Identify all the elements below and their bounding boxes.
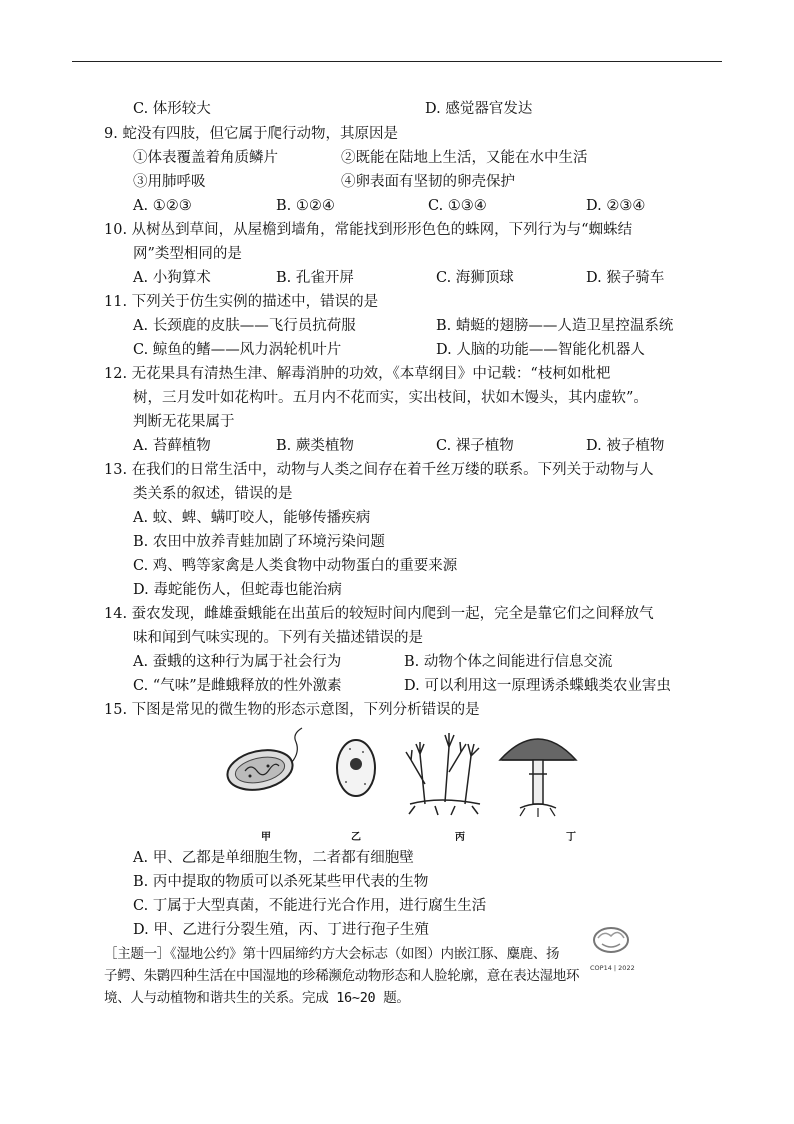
q9-option-a: A. ①②③ <box>133 198 192 214</box>
q12-stem-line3: 判断无花果属于 <box>133 414 235 430</box>
yeast-illustration <box>337 740 375 796</box>
q14-option-b: B. 动物个体之间能进行信息交流 <box>404 654 613 670</box>
q15-stem: 15. 下图是常见的微生物的形态示意图，下列分析错误的是 <box>104 702 480 718</box>
theme-intro-line3: 境、人与动植物和谐共生的关系。完成 16~20 题。 <box>104 990 410 1006</box>
theme-intro-line1: ［主题一］《湿地公约》第十四届缔约方大会标志（如图）内嵌江豚、麋鹿、扬 <box>104 946 560 962</box>
q12-stem-line1: 12. 无花果具有清热生津、解毒消肿的功效，《本草纲目》中记载：“枝柯如枇杷 <box>104 366 611 382</box>
q13-stem-line1: 13. 在我们的日常生活中，动物与人类之间存在着千丝万缕的联系。下列关于动物与人 <box>104 462 654 478</box>
q10-option-a: A. 小狗算术 <box>133 270 211 286</box>
q14-option-c: C. “气味”是雌蛾释放的性外激素 <box>133 678 342 694</box>
q9-stem: 9. 蛇没有四肢，但它属于爬行动物，其原因是 <box>104 126 398 142</box>
q13-option-d: D. 毒蛇能伤人，但蛇毒也能治病 <box>133 582 342 598</box>
q15-option-d: D. 甲、乙进行分裂生殖，丙、丁进行孢子生殖 <box>133 922 429 938</box>
q12-option-b: B. 蕨类植物 <box>276 438 354 454</box>
q9-option-b: B. ①②④ <box>276 198 335 214</box>
q12-stem-line2: 树，三月发叶如花构叶。五月内不花而实，实出枝间，状如木馒头，其内虚软”。 <box>133 390 648 406</box>
q13-option-a: A. 蚊、蜱、螨叮咬人，能够传播疾病 <box>133 510 371 526</box>
q9-statement-1: ①体表覆盖着角质鳞片 <box>133 150 278 166</box>
q9-statement-2: ②既能在陆地上生活，又能在水中生活 <box>341 150 588 166</box>
header-rule <box>72 61 722 62</box>
q12-option-c: C. 裸子植物 <box>436 438 514 454</box>
q15-option-c: C. 丁属于大型真菌，不能进行光合作用，进行腐生生活 <box>133 898 487 914</box>
q11-stem: 11. 下列关于仿生实例的描述中，错误的是 <box>104 294 379 310</box>
q13-option-b: B. 农田中放养青蛙加剧了环境污染问题 <box>133 534 385 550</box>
q15-option-b: B. 丙中提取的物质可以杀死某些甲代表的生物 <box>133 874 429 890</box>
q9-option-c: C. ①③④ <box>428 198 487 214</box>
cop14-logo <box>582 926 640 962</box>
q11-option-d: D. 人脑的功能——智能化机器人 <box>436 342 645 358</box>
cop14-logo-caption: COP14 | 2022 <box>590 964 635 972</box>
q11-option-b: B. 蜻蜓的翅膀——人造卫星控温系统 <box>436 318 674 334</box>
theme-intro-line2: 子鳄、朱鹮四种生活在中国湿地的珍稀濒危动物形态和人脸轮廓，意在表达湿地环 <box>104 968 580 984</box>
q11-option-c: C. 鲸鱼的鳍——风力涡轮机叶片 <box>133 342 342 358</box>
prev-option-d: D. 感觉器官发达 <box>425 101 533 117</box>
q13-option-c: C. 鸡、鸭等家禽是人类食物中动物蛋白的重要来源 <box>133 558 458 574</box>
q11-option-a: A. 长颈鹿的皮肤——飞行员抗荷服 <box>133 318 356 334</box>
prev-option-c: C. 体形较大 <box>133 101 211 117</box>
q14-option-a: A. 蚕蛾的这种行为属于社会行为 <box>133 654 342 670</box>
q12-option-a: A. 苔藓植物 <box>133 438 211 454</box>
q10-option-b: B. 孔雀开屏 <box>276 270 354 286</box>
q10-option-d: D. 猴子骑车 <box>586 270 665 286</box>
q13-stem-line2: 类关系的叙述，错误的是 <box>133 486 293 502</box>
q14-stem-line2: 味和闻到气味实现的。下列有关描述错误的是 <box>133 630 423 646</box>
q10-stem-line2: 网”类型相同的是 <box>133 246 242 262</box>
q12-option-d: D. 被子植物 <box>586 438 665 454</box>
q9-statement-4: ④卵表面有坚韧的卵壳保护 <box>341 174 515 190</box>
figure-label-ding: 丁 <box>566 832 576 843</box>
q14-option-d: D. 可以利用这一原理诱杀蝶蛾类农业害虫 <box>404 678 671 694</box>
q14-stem-line1: 14. 蚕农发现，雌雄蚕蛾能在出茧后的较短时间内爬到一起，完全是靠它们之间释放气 <box>104 606 654 622</box>
q9-option-d: D. ②③④ <box>586 198 646 214</box>
q10-option-c: C. 海狮顶球 <box>436 270 514 286</box>
penicillium-illustration <box>406 733 480 815</box>
q10-stem-line1: 10. 从树丛到草间，从屋檐到墙角，常能找到形形色色的蛛网，下列行为与“蜘蛛结 <box>104 222 633 238</box>
figure-label-jia: 甲 <box>261 832 271 843</box>
microorganism-figure <box>220 724 590 820</box>
figure-label-yi: 乙 <box>351 832 361 843</box>
q9-statement-3: ③用肺呼吸 <box>133 174 206 190</box>
mushroom-illustration <box>500 739 576 817</box>
figure-label-bing: 丙 <box>455 832 465 843</box>
bacterium-illustration <box>224 728 302 795</box>
q15-option-a: A. 甲、乙都是单细胞生物，二者都有细胞壁 <box>133 850 414 866</box>
